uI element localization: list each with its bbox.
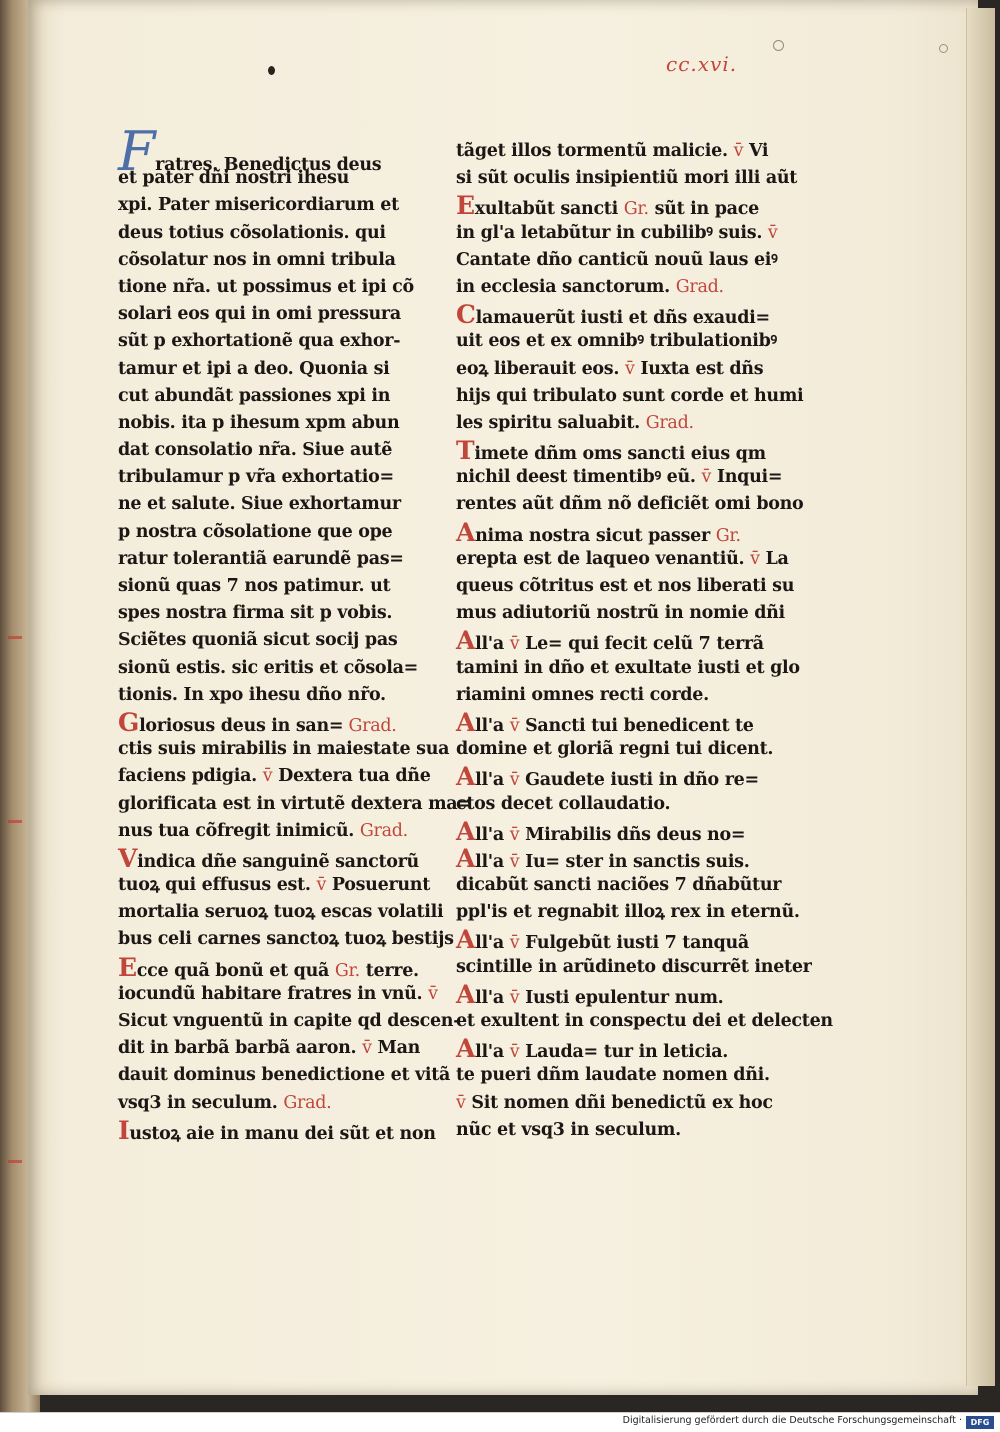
line-text: cut abundãt passiones xpi in: [118, 385, 391, 406]
text-line: [118, 247, 434, 274]
rubric-text: v̄: [509, 933, 520, 954]
rubric-text: v̄: [509, 770, 520, 791]
rubric-text: v̄: [428, 983, 438, 1004]
line-text: nima nostra sicut passer: [475, 525, 716, 546]
text-line: [118, 573, 434, 600]
text-line: [456, 709, 752, 736]
text-line: [118, 356, 434, 383]
text-line: [118, 709, 434, 736]
footer-bar: [0, 1412, 1000, 1432]
text-column-right: [456, 138, 833, 1144]
folio-number: cc.xvi.: [666, 52, 738, 76]
initial-letter: A: [456, 925, 476, 955]
rubric-text: v̄: [733, 141, 744, 161]
text-line: [118, 165, 434, 192]
text-line: [456, 736, 774, 763]
text-line: [456, 436, 766, 466]
text-line: [456, 383, 804, 410]
line-text: Le= qui fecit celũ 7 terrã: [519, 634, 764, 655]
text-line: [456, 191, 759, 221]
line-text: dicabũt sancti naciões 7 dñabũtur: [456, 875, 782, 896]
line-text: imete dñm oms sancti eius qm: [474, 444, 766, 465]
line-text: Iuxta est dñs: [634, 358, 764, 379]
line-text: Sicut vnguentũ in capite qd descen-: [118, 1011, 461, 1031]
line-text: terre.: [359, 960, 419, 981]
line-text: si sũt oculis insipientiũ mori illi aũt: [456, 168, 798, 189]
line-text: nus tua cõfregit inimicũ.: [118, 820, 360, 841]
line-text: scintille in arũdineto discurrẽt ineter: [456, 956, 812, 977]
page-edge: [966, 8, 995, 1386]
initial-letter: A: [456, 626, 476, 656]
text-line: [118, 192, 434, 219]
initial-letter: G: [118, 707, 140, 737]
line-text: vsq3 in seculum.: [118, 1092, 284, 1113]
line-text: nobis. ita p ihesum xpm abun: [118, 412, 400, 433]
line-text: les spiritu saluabit.: [456, 412, 646, 433]
line-text: sũt p exhortationẽ qua exhor-: [118, 331, 401, 352]
initial-letter: A: [456, 843, 476, 873]
line-text: Posuerunt: [326, 875, 430, 896]
text-line: [118, 1008, 461, 1035]
text-line: [118, 1090, 434, 1117]
line-text: tamini in dño et exultate iusti et glo: [456, 657, 800, 678]
line-text: ll'a: [475, 851, 510, 872]
line-text: dit in barbã barbã aaron.: [118, 1038, 363, 1059]
line-text: sionũ quas 7 nos patimur. ut: [118, 576, 391, 596]
line-text: spes nostra firma sit p vobis.: [118, 603, 393, 624]
rubric-text: v̄: [701, 467, 712, 488]
stain-spot: [773, 40, 784, 51]
initial-letter: A: [456, 517, 476, 547]
rubric-text: v̄: [456, 1092, 466, 1113]
dfg-logo: DFG: [966, 1416, 994, 1429]
line-text: et exultent in conspectu dei et delecten: [456, 1011, 833, 1031]
line-text: tãget illos tormentũ malicie.: [456, 141, 734, 161]
line-text: solari eos qui in omi pressura: [118, 304, 401, 325]
text-line: [456, 300, 770, 330]
line-text: ctos decet collaudatio.: [456, 793, 671, 814]
rubric-text: Gr.: [715, 525, 741, 546]
line-text: riamini omnes recti corde.: [456, 684, 709, 705]
rubric-text: v̄: [509, 824, 520, 845]
text-line: [118, 736, 450, 763]
line-text: bus celi carnes sanctoꝝ tuoꝝ bestijs: [118, 929, 454, 950]
text-line: [456, 546, 789, 573]
text-line: [456, 274, 752, 301]
line-text: ll'a: [475, 1042, 510, 1063]
line-text: p nostra cõsolatione que ope: [118, 521, 393, 542]
line-text: ll'a: [475, 933, 510, 954]
text-line: [118, 682, 434, 709]
text-line: [118, 872, 434, 899]
text-line: [456, 138, 769, 165]
line-text: Sit nomen dñi benedictũ ex hoc: [465, 1092, 773, 1113]
text-line: [118, 491, 434, 518]
rubric-text: Gr.: [334, 960, 360, 981]
text-line: [456, 1008, 833, 1035]
line-text: glorificata est in virtutẽ dextera ma=: [118, 793, 472, 814]
text-line: [118, 845, 434, 872]
rubric-mark: [8, 820, 22, 823]
text-line: [456, 1062, 770, 1089]
line-text: te pueri dñm laudate nomen dñi.: [456, 1065, 770, 1086]
text-line: [456, 1117, 752, 1144]
line-text: Vi: [743, 141, 769, 161]
line-text: ll'a: [475, 770, 510, 791]
initial-letter: A: [456, 762, 476, 792]
line-text: Mirabilis dñs deus no=: [519, 824, 746, 845]
initial-letter: F: [118, 120, 156, 183]
line-text: Dextera tua dñe: [272, 766, 431, 787]
line-text: uit eos et ex omnibꝰ tribulationibꝰ: [456, 331, 777, 352]
rubric-text: Grad.: [675, 276, 724, 297]
rubric-text: v̄: [509, 1042, 520, 1063]
line-text: faciens pdigia.: [118, 766, 263, 787]
initial-letter: A: [456, 707, 476, 737]
line-text: in ecclesia sanctorum.: [456, 276, 676, 297]
initial-letter: I: [118, 1115, 130, 1145]
text-line: [456, 899, 800, 926]
text-line: [118, 546, 434, 573]
text-line: [118, 1062, 451, 1089]
line-text: tuoꝝ qui effusus est.: [118, 875, 317, 896]
line-text: ll'a: [475, 987, 510, 1008]
text-line: [118, 655, 434, 682]
line-text: xultabũt sancti: [474, 199, 624, 220]
line-text: eoꝝ liberauit eos.: [456, 358, 625, 379]
text-line: [118, 328, 434, 355]
text-line: [118, 410, 434, 437]
rubric-mark: [8, 636, 22, 639]
text-line: [456, 519, 752, 546]
rubric-text: v̄: [509, 715, 520, 736]
text-line: [456, 1035, 752, 1062]
text-line: [456, 410, 752, 437]
line-text: hijs qui tribulato sunt corde et humi: [456, 385, 804, 406]
line-text: Sancti tui benedicent te: [519, 715, 754, 736]
line-text: ll'a: [475, 634, 510, 655]
text-line: [456, 165, 798, 192]
text-line: [118, 763, 434, 790]
text-column-left: [118, 120, 472, 1145]
line-text: ppl'is et regnabit illoꝝ rex in eternũ.: [456, 902, 800, 923]
text-line: [118, 981, 438, 1008]
rubric-text: Grad.: [645, 412, 694, 433]
line-text: dat consolatio nr̃a. Siue autẽ: [118, 440, 393, 461]
line-text: queus cõtritus est et nos liberati su: [456, 576, 795, 596]
line-text: iocundũ habitare fratres in vnũ.: [118, 983, 429, 1004]
rubric-text: v̄: [509, 634, 520, 655]
line-text: Man: [371, 1038, 421, 1059]
line-text: Inqui=: [711, 467, 783, 488]
text-line: [118, 1117, 434, 1144]
line-text: rentes aũt dñm nõ deficiẽt omi bono: [456, 494, 804, 515]
line-text: ratres. Benedictus deus: [155, 155, 382, 175]
line-text: nũc et vsq3 in seculum.: [456, 1119, 681, 1140]
line-text: sũt in pace: [648, 199, 759, 220]
text-line: [118, 301, 434, 328]
line-text: ll'a: [475, 715, 510, 736]
line-text: tamur et ipi a deo. Quonia si: [118, 358, 390, 379]
line-text: ctis suis mirabilis in maiestate sua: [118, 739, 450, 760]
text-line: [456, 926, 752, 953]
text-line: [456, 1090, 773, 1117]
line-text: Sciẽtes quoniã sicut socij pas: [118, 630, 398, 651]
line-text: La: [759, 548, 789, 569]
line-text: ratur tolerantiã earundẽ pas=: [118, 548, 404, 569]
text-line: [456, 356, 764, 383]
initial-letter: T: [456, 436, 475, 466]
line-text: tribulamur p vr̃a exhortatio=: [118, 467, 394, 488]
line-text: Gaudete iusti in dño re=: [519, 770, 759, 791]
initial-letter: A: [456, 816, 476, 846]
line-text: mus adiutoriũ nostrũ in nomie dñi: [456, 603, 785, 624]
funding-credit: Digitalisierung gefördert durch die Deutsche Forschungsgemeinschaft ·: [622, 1415, 962, 1426]
text-line: [118, 600, 434, 627]
rubric-text: Grad.: [343, 715, 397, 736]
initial-letter: E: [456, 191, 475, 221]
text-line: [456, 954, 812, 981]
text-line: [456, 762, 759, 792]
line-text: Fulgebũt iusti 7 tanquã: [519, 933, 749, 954]
line-text: sionũ estis. sic eritis et cõsola=: [118, 657, 419, 678]
line-text: ustoꝝ aie in manu dei sũt et non: [129, 1123, 436, 1144]
rubric-text: Gr.: [623, 199, 649, 220]
text-line: [118, 926, 454, 953]
text-line: [118, 464, 434, 491]
line-text: ll'a: [475, 824, 510, 845]
text-line: [456, 600, 785, 627]
text-line: [456, 626, 764, 656]
rubric-text: v̄: [262, 766, 273, 787]
text-line: [118, 519, 434, 546]
line-text: cõsolatur nos in omni tribula: [118, 249, 396, 270]
text-line: [118, 383, 434, 410]
initial-letter: A: [456, 1034, 476, 1064]
line-text: lamauerũt iusti et dñs exaudi=: [475, 308, 770, 329]
rubric-text: Grad.: [283, 1092, 332, 1113]
text-line: [456, 682, 752, 709]
text-line: [456, 845, 752, 872]
text-line: [456, 818, 752, 845]
line-text: deus totius cõsolationis. qui: [118, 222, 386, 243]
line-text: Iu= ster in sanctis suis.: [519, 851, 750, 872]
initial-letter: A: [456, 979, 476, 1009]
line-text: tionis. In xpo ihesu dño nr̃o.: [118, 684, 386, 705]
rubric-mark: [8, 1160, 22, 1163]
initial-letter: E: [118, 952, 137, 982]
rubric-text: v̄: [509, 851, 520, 872]
text-line: [456, 247, 778, 274]
rubric-text: v̄: [316, 875, 327, 896]
line-text: Cantate dño canticũ nouũ laus eiꝰ: [456, 249, 778, 270]
rubric-text: v̄: [362, 1038, 372, 1059]
text-line: [456, 491, 804, 518]
line-text: dauit dominus benedictione et vitã: [118, 1065, 451, 1086]
text-line: [456, 981, 752, 1008]
text-line: [456, 872, 782, 899]
rubric-text: v̄: [509, 987, 520, 1008]
rubric-text: v̄: [624, 358, 635, 379]
line-text: tione nr̃a. ut possimus et ipi cõ: [118, 276, 414, 297]
text-line: [456, 791, 752, 818]
rubric-text: Grad.: [359, 820, 408, 841]
line-text: indica dñe sanguinẽ sanctorũ: [137, 851, 419, 872]
line-text: Lauda= tur in leticia.: [519, 1042, 729, 1063]
text-line: [456, 573, 795, 600]
line-text: loriosus deus in san=: [139, 715, 344, 736]
rubric-text: v̄: [767, 222, 778, 243]
line-text: ne et salute. Siue exhortamur: [118, 494, 401, 515]
initial-letter: V: [118, 843, 138, 873]
line-text: in gl'a letabũtur in cubilibꝰ suis.: [456, 222, 768, 243]
line-text: nichil deest timentibꝰ eũ.: [456, 467, 702, 488]
text-line: [118, 899, 444, 926]
line-text: erepta est de laqueo venantiũ.: [456, 548, 751, 569]
line-text: cce quã bonũ et quã: [136, 960, 335, 981]
text-line: [118, 627, 434, 654]
text-line: [118, 954, 434, 981]
text-line: [456, 655, 800, 682]
initial-letter: C: [456, 300, 476, 330]
text-line: [118, 274, 434, 301]
text-line: [456, 220, 778, 247]
text-line: [118, 220, 434, 247]
ink-spot: [268, 66, 275, 75]
line-text: et pater dñi nostri ihesu: [118, 168, 349, 189]
text-line: [118, 437, 434, 464]
text-line: [456, 328, 777, 355]
line-text: xpi. Pater misericordiarum et: [118, 195, 399, 216]
rubric-text: v̄: [750, 548, 760, 569]
stain-spot: [939, 44, 948, 53]
line-text: Iusti epulentur num.: [519, 987, 724, 1008]
line-text: mortalia seruoꝝ tuoꝝ escas volatili: [118, 902, 444, 923]
text-line: [118, 791, 472, 818]
text-line: [456, 464, 783, 491]
text-line: [118, 818, 434, 845]
line-text: domine et gloriã regni tui dicent.: [456, 739, 774, 760]
text-line: [118, 1035, 434, 1062]
